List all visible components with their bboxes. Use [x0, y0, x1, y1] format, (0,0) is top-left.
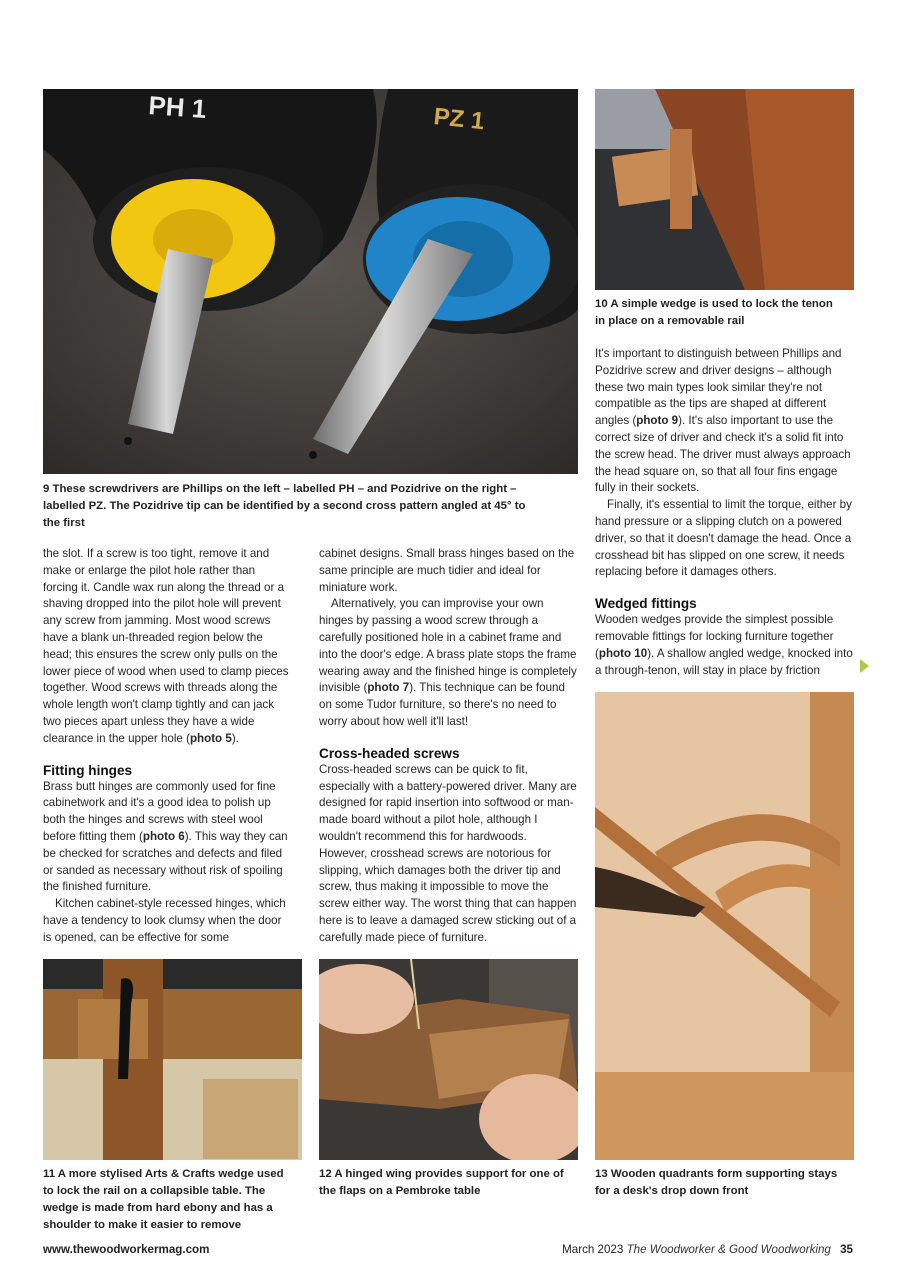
photo-9-screwdrivers — [43, 89, 578, 474]
photo-12-hinged-wing — [319, 959, 578, 1160]
paragraph: Brass butt hinges are commonly used for fine cabinetwork and it's a good idea to polish up both the hinges and screws with steel wool before fitting them (photo 6). This way they can be checked for scratches and defects and filed or sanded as necessary without risk of spoiling the finished furniture. — [43, 779, 288, 894]
paragraph: Finally, it's essential to limit the torque, either by hand pressure or a slipping clutch on a powered driver, so that it doesn't damage the head. Once a crosshead bit has slipped on one screw, it needs replacing before it damages others. — [595, 498, 852, 579]
heading-fitting-hinges: Fitting hinges — [43, 762, 133, 778]
paragraph: Alternatively, you can improvise your own hinges by passing a wood screw through a carefully positioned hole in a cabinet frame and into the door's edge. A brass plate stops the frame wearing away and the finished hinge is completely invisible (photo 7). This technique can be found on some Tudor furniture, so there's no need to worry about how well it'll last! — [319, 597, 577, 728]
footer-issue — [562, 1243, 853, 1256]
heading-cross-headed-screws: Cross-headed screws — [319, 745, 460, 761]
photo-13-wooden-quadrants — [595, 692, 854, 1160]
body-column-2 — [319, 546, 577, 947]
paragraph: the slot. If a screw is too tight, remove it and make or enlarge the pilot hole rather than forcing it. Candle wax run along the thread or a shaving dropped into the pilot hole will prevent any screw from jamming. Most wood screws have a blank un-threaded region below the head; this ensures the screw only pulls on the lower piece of wood when used to clamp pieces together. Wood screws with threads along the whole length won't clamp tightly and can jack two pieces apart unless they have a wide clearance in the upper hole (photo 5). — [43, 547, 289, 745]
paragraph: Kitchen cabinet-style recessed hinges, which have a tendency to look clumsy when the door is opened, can be effective for some — [43, 897, 286, 944]
caption-10: 10 A simple wedge is used to lock the tenon in place on a removable rail — [595, 298, 833, 327]
footer-url[interactable]: www.thewoodworkermag.com — [43, 1243, 210, 1256]
footer-magazine: The Woodworker & Good Woodworking — [626, 1243, 831, 1256]
continue-arrow-icon — [860, 659, 869, 673]
photo-11-arts-crafts-wedge — [43, 959, 302, 1160]
caption-9: 9 These screwdrivers are Phillips on the left – labelled PH – and Pozidrive on the right – labelled PZ. The Pozidrive tip can be identified by a second cross pattern angled at 45° to the first — [43, 483, 526, 529]
page-number: 35 — [840, 1243, 853, 1256]
label-pz: PZ 1 — [432, 103, 486, 136]
photo-10-wedge — [595, 89, 854, 290]
body-column-1 — [43, 546, 293, 947]
paragraph: Wooden wedges provide the simplest possible removable fittings for locking furniture together (photo 10). A shallow angled wedge, knocked into a through-tenon, will stay in place by friction — [595, 613, 853, 677]
paragraph: cabinet designs. Small brass hinges based on the same principle are much tidier and ideal for miniature work. — [319, 547, 575, 594]
caption-11: 11 A more stylised Arts & Crafts wedge used to lock the rail on a collapsible table. The wedge is made from hard ebony and has a shoulder to make it easier to remove — [43, 1168, 284, 1231]
paragraph: Cross-headed screws can be quick to fit, especially with a battery-powered driver. Many are designed for rapid insertion into softwood or man-made board without a pilot hole, although I wouldn't recommend this for hardwoods. However, crosshead screws are notorious for slipping, which damages both the driver tip and screw, thus making it impossible to move the screw either way. The worst thing that can happen here is to leave a damaged screw sticking out of a carefully made piece of furniture. — [319, 762, 577, 944]
caption-12: 12 A hinged wing provides support for one of the flaps on a Pembroke table — [319, 1168, 564, 1197]
caption-13: 13 Wooden quadrants form supporting stays for a desk's drop down front — [595, 1168, 838, 1197]
label-ph: PH 1 — [147, 90, 208, 125]
paragraph: It's important to distinguish between Phillips and Pozidrive screw and driver designs – although these two main types look similar they're not compatible as the tips are shaped at different angles (photo 9). It's also important to use the correct size of driver and check it's a solid fit into the screw head. The driver must always approach the head square on, so that all four fins engage fully in their sockets. — [595, 347, 851, 495]
footer-date: March 2023 — [562, 1243, 624, 1256]
body-column-3 — [595, 346, 855, 679]
heading-wedged-fittings: Wedged fittings — [595, 596, 697, 612]
